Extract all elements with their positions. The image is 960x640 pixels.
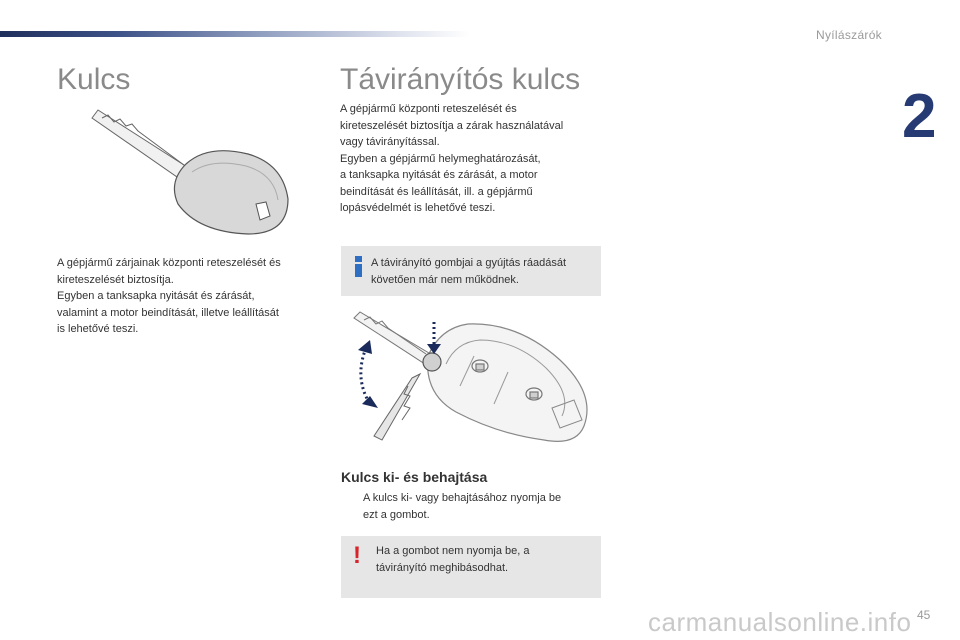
watermark: carmanualsonline.info [648,607,912,637]
instruction-line: ezt a gombot. [363,508,430,521]
key-desc-line: A gépjármű zárjainak központi reteszelését és [57,257,281,269]
remote-desc-line: Egyben a gépjármű helymeghatározását, [340,152,541,165]
remote-desc-line: kireteszelését biztosítja a zárak használatával [340,119,564,132]
remote-desc-line: A gépjármű központi reteszelését és [340,103,517,115]
section-label: Nyílászárók [816,28,882,42]
warning-box [341,536,601,598]
key-title: Kulcs [57,63,131,96]
remote-key-blade-folding [374,374,420,440]
warning-text [376,543,598,576]
remote-desc-line: lopásvédelmét is lehetővé teszi. [340,202,496,214]
info-icon [355,256,363,276]
key-desc-line: kireteszelését biztosítja. [57,273,174,286]
fold-key-instruction [341,490,606,524]
remote-desc-line: beindítását és leállítását, ill. a gépjármű [340,185,533,198]
info-line: követően már nem működnek. [371,273,519,286]
chapter-number: 2 [902,82,937,151]
fold-key-subheading: Kulcs ki- és behajtása [341,469,488,485]
key-desc-line: valamint a motor beindítását, illetve leállítását [57,306,279,319]
instruction-line: A kulcs ki- vagy behajtásához nyomja be [363,492,562,504]
key-desc-line: Egyben a tanksapka nyitását és zárását, [57,290,255,302]
warning-icon: ! [353,542,361,569]
fold-key-instruction-text [363,490,603,523]
key-desc-line: is lehetővé teszi. [57,323,139,335]
remote-key-illustration [348,308,596,448]
remote-desc-line: a tanksapka nyitását és zárását, a motor [340,169,538,181]
remote-key-title: Távirányítós kulcs [340,63,581,96]
remote-desc-line: vagy távirányítással. [340,136,440,148]
info-text [371,255,599,288]
remote-key-blade-extended [354,312,434,366]
page-number: 45 [917,608,931,622]
warning-line: távirányító meghibásodhat. [376,561,509,574]
remote-key-body [428,324,587,441]
rotate-arrow-icon [358,340,378,408]
header-gradient-bar [0,31,470,37]
warning-line: Ha a gombot nem nyomja be, a [376,545,530,557]
release-button [423,353,441,371]
key-illustration [88,104,293,239]
info-line: A távirányító gombjai a gyújtás ráadását [371,257,567,269]
key-description [57,255,327,338]
info-box [341,246,601,296]
remote-key-description [340,101,610,217]
